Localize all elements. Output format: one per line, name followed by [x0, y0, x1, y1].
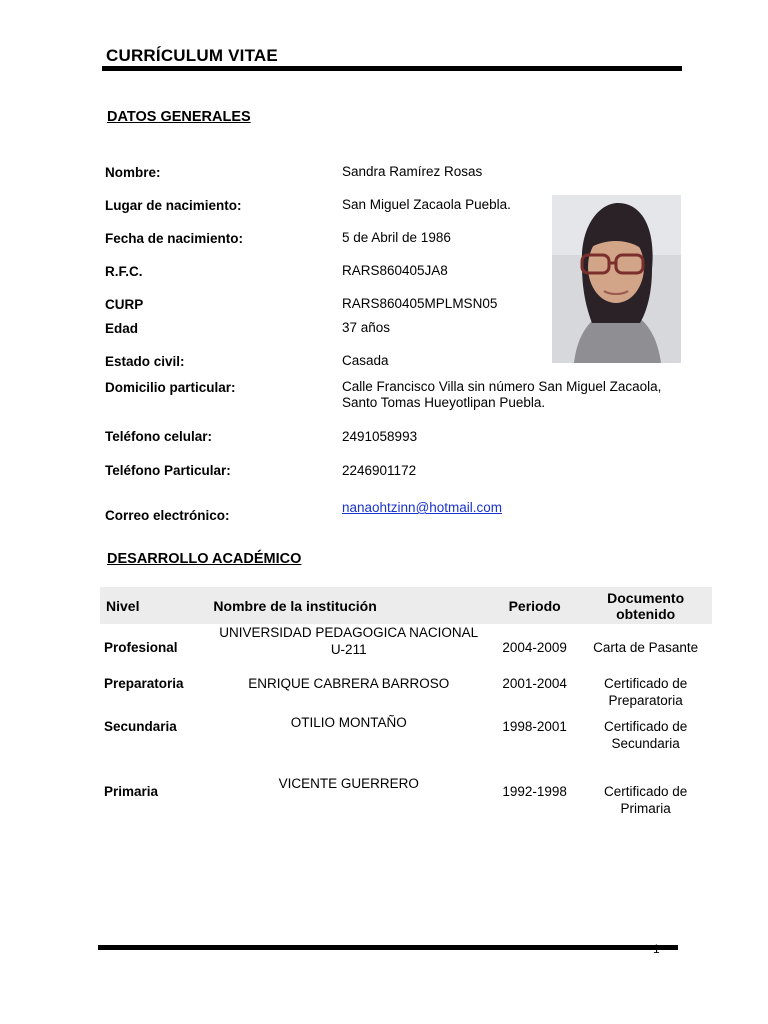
row-document-line2: Secundaria: [611, 735, 680, 751]
table-row: [100, 672, 712, 715]
row-level: Secundaria: [104, 719, 177, 734]
row-institution-line1: UNIVERSIDAD PEDAGOGICA NACIONAL: [219, 625, 479, 640]
header-institution: Nombre de la institución: [207, 587, 490, 624]
row-period: 2001-2004: [502, 676, 567, 691]
name-value: Sandra Ramírez Rosas: [342, 164, 483, 179]
mobile-phone-label: Teléfono celular:: [105, 429, 213, 444]
row-period: 1992-1998: [502, 784, 567, 799]
row-document: [579, 776, 712, 817]
header-period: Periodo: [490, 587, 579, 624]
row-document: [579, 715, 712, 776]
age-label: Edad: [105, 321, 139, 336]
table-row: [100, 715, 712, 776]
address-value-line2: Santo Tomas Hueyotlipan Puebla.: [342, 395, 546, 410]
row-period: 2004-2009: [502, 640, 567, 655]
row-document-line1: Certificado de: [603, 784, 688, 799]
row-document-line1: Certificado de: [603, 719, 688, 734]
email-link[interactable]: nanaohtzinn@hotmail.com: [342, 500, 503, 515]
rfc-label: R.F.C.: [105, 264, 143, 279]
birthplace-label: Lugar de nacimiento:: [105, 198, 242, 213]
row-document-line1: Certificado de: [603, 676, 688, 691]
academic-table: [100, 587, 712, 817]
civil-status-label: Estado civil:: [105, 354, 185, 369]
document-title: CURRÍCULUM VITAE: [106, 46, 278, 65]
row-institution: OTILIO MONTAÑO: [290, 715, 407, 730]
row-institution: ENRIQUE CABRERA BARROSO: [248, 676, 450, 691]
table-row: [100, 776, 712, 817]
birthdate-label: Fecha de nacimiento:: [105, 231, 244, 246]
address-label: Domicilio particular:: [105, 380, 236, 395]
portrait-image: [552, 195, 681, 363]
row-document: [579, 672, 712, 715]
row-institution: VICENTE GUERRERO: [278, 776, 419, 791]
header-nivel: Nivel: [100, 587, 207, 624]
civil-status-value: Casada: [342, 353, 389, 368]
row-period: 1998-2001: [502, 719, 567, 734]
general-section-title: DATOS GENERALES: [107, 109, 251, 125]
row-institution-line2: U-211: [330, 641, 367, 657]
birthplace-value: San Miguel Zacaola Puebla.: [342, 197, 511, 212]
profile-photo: [552, 195, 681, 363]
table-row: [100, 624, 712, 672]
age-value: 37 años: [342, 320, 391, 335]
row-document-line2: Preparatoria: [608, 692, 683, 708]
header-document-line1: Documento: [607, 589, 685, 606]
header-document: [579, 587, 712, 624]
address-value: Calle Francisco Villa sin número San Miguel Zacaola,: [342, 379, 662, 394]
row-level: Primaria: [104, 784, 159, 799]
row-level: Preparatoria: [104, 676, 184, 691]
birthdate-value: 5 de Abril de 1986: [342, 230, 451, 245]
home-phone-label: Teléfono Particular:: [105, 463, 231, 478]
curp-value: RARS860405MPLMSN05: [342, 296, 498, 311]
row-level: Profesional: [104, 640, 178, 655]
header-document-line2: obtenido: [616, 605, 676, 622]
mobile-phone-value: 2491058993: [342, 429, 418, 444]
footer-rule: [98, 945, 678, 950]
table-header-row: [100, 587, 712, 624]
home-phone-value: 2246901172: [342, 463, 417, 478]
header-rule: [102, 66, 682, 71]
row-document: Carta de Pasante: [593, 640, 699, 655]
rfc-value: RARS860405JA8: [342, 263, 448, 278]
email-label: Correo electrónico:: [105, 508, 230, 523]
name-label: Nombre:: [105, 165, 161, 180]
row-document-line2: Primaria: [620, 800, 671, 816]
row-institution: [207, 624, 490, 672]
curp-label: CURP: [105, 297, 144, 312]
academic-section-title: DESARROLLO ACADÉMICO: [107, 551, 302, 567]
page-number: 1: [653, 942, 660, 956]
